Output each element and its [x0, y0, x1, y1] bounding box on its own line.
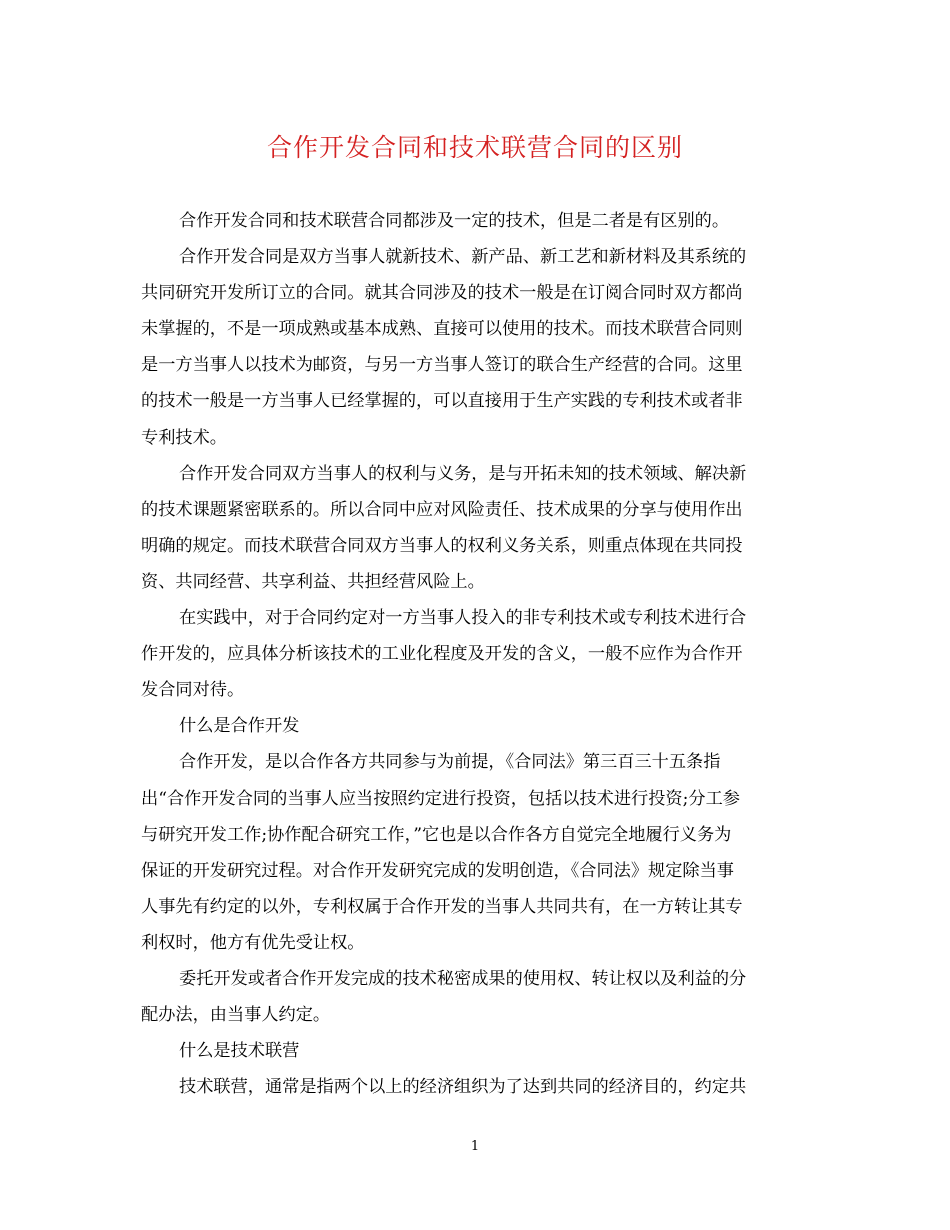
text-line: 出“合作开发合同的当事人应当按照约定进行投资，包括以技术进行投资;分工参 [141, 788, 740, 809]
text-line: 的技术课题紧密联系的。所以合同中应对风险责任、技术成果的分享与使用作出 [141, 499, 743, 520]
document-body [141, 203, 801, 1105]
text-line: 合作开发，是以合作各方共同参与为前提，《合同法》第三百三十五条指 [179, 752, 721, 773]
text-line: 未掌握的，不是一项成熟或基本成熟、直接可以使用的技术。而技术联营合同则 [141, 319, 743, 340]
text-line: 发合同对待。 [141, 680, 245, 701]
text-line: 明确的规定。而技术联营合同双方当事人的权利义务关系，则重点体现在共同投 [141, 535, 743, 556]
text-line: 合作开发合同是双方当事人就新技术、新产品、新工艺和新材料及其系统的 [179, 247, 747, 268]
text-line: 专利技术。 [141, 427, 227, 448]
text-line: 技术联营，通常是指两个以上的经济组织为了达到共同的经济目的，约定共 [179, 1077, 747, 1098]
section-heading: 什么是合作开发 [179, 716, 300, 737]
text-line: 资、共同经营、共享利益、共担经营风险上。 [141, 571, 485, 592]
text-line: 委托开发或者合作开发完成的技术秘密成果的使用权、转让权以及利益的分 [179, 968, 747, 989]
page-number: 1 [470, 1139, 480, 1154]
document-title: 合作开发合同和技术联营合同的区别 [266, 133, 683, 162]
section-heading: 什么是技术联营 [179, 1041, 300, 1062]
text-line: 合作开发合同双方当事人的权利与义务，是与开拓未知的技术领域、解决新 [179, 463, 747, 484]
text-line: 配办法，由当事人约定。 [141, 1005, 331, 1026]
text-line: 人事先有约定的以外，专利权属于合作开发的当事人共同共有，在一方转让其专 [141, 896, 743, 917]
text-line: 作开发的，应具体分析该技术的工业化程度及开发的含义，一般不应作为合作开 [141, 644, 743, 665]
text-line: 共同研究开发所订立的合同。就其合同涉及的技术一般是在订阅合同时双方都尚 [141, 283, 743, 304]
text-line: 的技术一般是一方当事人已经掌握的，可以直接用于生产实践的专利技术或者非 [141, 391, 743, 412]
text-line: 在实践中，对于合同约定对一方当事人投入的非专利技术或专利技术进行合 [179, 608, 747, 629]
text-line: 是一方当事人以技术为邮资，与另一方当事人签订的联合生产经营的合同。这里 [141, 355, 743, 376]
text-line: 合作开发合同和技术联营合同都涉及一定的技术，但是二者是有区别的。 [179, 211, 730, 231]
text-line: 保证的开发研究过程。对合作开发研究完成的发明创造，《合同法》规定除当事 [141, 860, 734, 881]
text-line: 利权时，他方有优先受让权。 [141, 932, 365, 953]
text-line: 与研究开发工作;协作配合研究工作，”它也是以合作各方自觉完全地履行义务为 [141, 824, 732, 845]
